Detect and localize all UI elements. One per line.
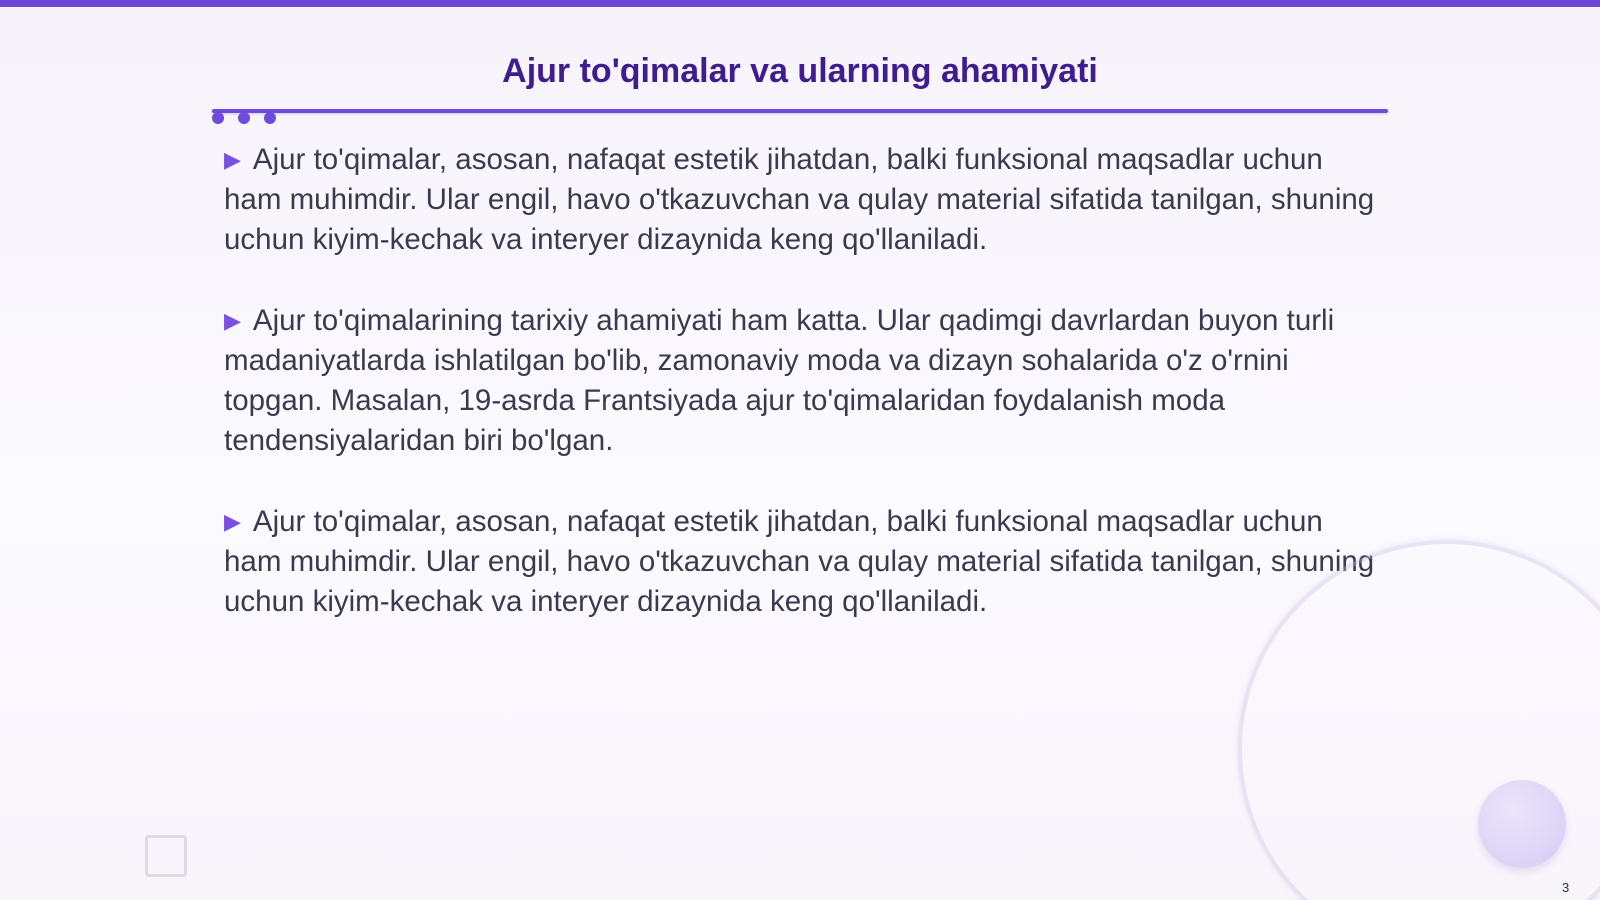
decorative-square — [145, 835, 187, 877]
bullet-list — [224, 140, 1384, 663]
triangle-right-icon: ▶ — [224, 509, 241, 534]
bullet-item — [224, 301, 1384, 461]
dot-decoration — [238, 112, 250, 124]
triangle-right-icon: ▶ — [224, 147, 241, 172]
title-underline — [212, 109, 1388, 113]
bullet-text: Ajur to'qimalar, asosan, nafaqat estetik jihatdan, balki funksional maqsadlar uchun ham muhimdir. Ular engil, havo o'tkazuvchan va qulay material sifatida tanilgan, shuning uchun kiyim-kechak va interyer dizaynida keng qo'llaniladi. — [224, 505, 1375, 618]
decorative-bubble — [1478, 780, 1566, 868]
top-accent-bar — [0, 0, 1600, 7]
page-number: 3 — [1562, 880, 1570, 895]
title-dots — [212, 112, 276, 124]
bullet-text: Ajur to'qimalar, asosan, nafaqat estetik jihatdan, balki funksional maqsadlar uchun ham muhimdir. Ular engil, havo o'tkazuvchan va qulay material sifatida tanilgan, shuning uchun kiyim-kechak va interyer dizaynida keng qo'llaniladi. — [224, 143, 1375, 256]
bullet-item — [224, 140, 1384, 260]
dot-decoration — [264, 112, 276, 124]
triangle-right-icon: ▶ — [224, 308, 241, 333]
bullet-text: Ajur to'qimalarining tarixiy ahamiyati ham katta. Ular qadimgi davrlardan buyon turli madaniyatlarda ishlatilgan bo'lib, zamonaviy moda va dizayn sohalarida o'z o'rnini topgan. Masalan, 19-asrda Frantsiyada ajur to'qimalaridan foydalanish moda tendensiyalaridan biri bo'lgan. — [224, 304, 1335, 457]
slide-title: Ajur to'qimalar va ularning ahamiyati — [502, 52, 1098, 90]
dot-decoration — [212, 112, 224, 124]
bullet-item — [224, 502, 1384, 622]
